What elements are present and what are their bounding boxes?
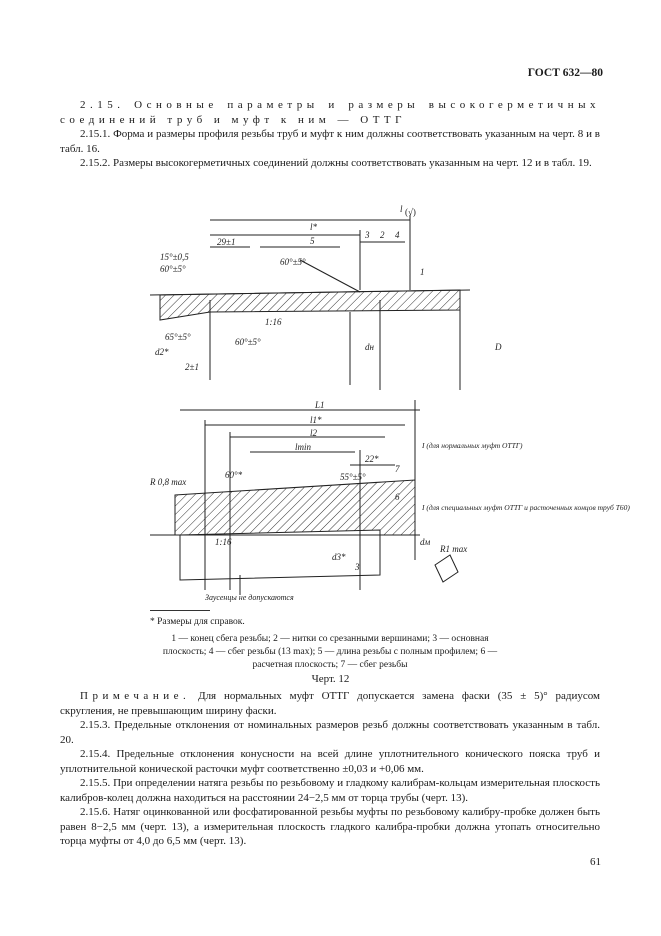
- label-2: 2: [380, 230, 385, 240]
- label-29: 29±1: [217, 237, 236, 247]
- label-5: 5: [310, 236, 315, 246]
- standard-code: ГОСТ 632—80: [527, 67, 603, 79]
- label-lmin: lmin: [295, 442, 312, 452]
- label-taper-bot: 1:16: [215, 537, 232, 547]
- footnote-star: * Размеры для справок.: [150, 610, 210, 629]
- label-angle-15: 15°±0,5: [160, 252, 189, 262]
- legend-text: 1 — конец сбега резьбы; 2 — нитки со срезанными вершинами; 3 — основная плоскость; 4 — сбег резьбы (13 max); 5 — длина резьбы с полным профилем; 6 — расчетная плоскость; 7 — сбег резьбы: [162, 634, 498, 670]
- para-2-15-2: 2.15.2. Размеры высокогерметичных соединений должны соответствовать указанным на черт. 12 и в табл. 19.: [80, 157, 592, 169]
- note-text: Для нормальных муфт ОТТГ допускается замена фаски (35 ± 5)° радиусом скругления, не превышающим ширину фаски.: [60, 690, 601, 717]
- label-3: 3: [365, 230, 370, 240]
- text-block-bottom: [60, 689, 600, 849]
- label-burrs: Заусенцы не допускаются: [205, 593, 294, 602]
- text-block-top: [60, 98, 600, 171]
- figure-caption: Черт. 12: [311, 673, 350, 685]
- label-4: 4: [395, 230, 400, 240]
- technical-drawing: [150, 200, 630, 610]
- label-l1: l1*: [310, 415, 322, 425]
- para-2-15-6: 2.15.6. Натяг оцинкованной или фосфатированной резьбы муфты по резьбовому калибру-пробке должен быть равен 8−2,5 мм (черт. 13), а измерительная плоскость гладкого калибра-пробки должна утопать относительно торца муфты от 4,0 до 6,5 мм (черт. 13).: [60, 806, 600, 847]
- label-3-bot: 3: [355, 562, 360, 572]
- detail-view: [435, 555, 458, 582]
- label-angle-55: 55°±5°: [340, 472, 366, 482]
- label-angle-60: 60°±5°: [280, 257, 306, 267]
- label-angle-60b: 60°±5°: [160, 264, 186, 274]
- para-2-15-3: 2.15.3. Предельные отклонения от номинальных размеров резьб должны соответствовать указанным в табл. 20.: [60, 719, 600, 746]
- drawing-svg: [150, 200, 630, 610]
- label-angle-65: 65°±5°: [165, 332, 191, 342]
- label-L1: L1: [315, 400, 325, 410]
- note-label: Примечание.: [80, 690, 191, 702]
- label-6: 6: [395, 492, 400, 502]
- label-l-star: l*: [310, 222, 318, 232]
- label-r1: R1 max: [440, 544, 468, 554]
- label-d2-star: d2*: [155, 347, 169, 357]
- label-1: 1: [420, 267, 425, 277]
- label-angle-60c: 60°±5°: [235, 337, 261, 347]
- label-dn: dн: [365, 342, 374, 352]
- para-2-15-5: 2.15.5. При определении натяга резьбы по резьбовому и гладкому калибрам-кольцам измерительная плоскость калибров-колец должна находиться на расстоянии 24−2,5 мм от торца трубы (черт. 13).: [60, 777, 600, 804]
- label-l2: l2: [310, 428, 318, 438]
- label-2-1: 2±1: [185, 362, 199, 372]
- footnotes: [150, 610, 510, 672]
- label-D: D: [495, 342, 502, 352]
- para-2-15: 2.15. Основные параметры и размеры высокогерметичных соединений труб и муфт к ним — ОТТГ: [60, 99, 600, 126]
- label-7: 7: [395, 464, 400, 474]
- label-angle-60-bot: 60°*: [225, 470, 243, 480]
- para-2-15-4: 2.15.4. Предельные отклонения конусности на всей длине уплотнительного конического пояска труб и уплотнительной конической расточки муфт соответственно ±0,03 и +0,06 мм.: [60, 748, 600, 775]
- label-taper-top: 1:16: [265, 317, 282, 327]
- roughness-symbol: (√): [405, 207, 416, 217]
- label-note-special: I (для специальных муфт ОТТГ и расточенных концов труб Т60): [422, 503, 630, 512]
- coupling-section-bottom: [175, 480, 415, 535]
- label-note-normal: I (для нормальных муфт ОТТГ): [422, 441, 523, 450]
- para-2-15-1: 2.15.1. Форма и размеры профиля резьбы труб и муфт к ним должны соответствовать указанным на черт. 8 и в табл. 16.: [60, 128, 600, 155]
- note-paragraph: [60, 689, 600, 718]
- label-l: l: [400, 204, 403, 214]
- page-number: 61: [590, 856, 601, 868]
- label-dm: dм: [420, 537, 431, 547]
- label-22: 22*: [365, 454, 379, 464]
- label-d3-star: d3*: [332, 552, 346, 562]
- label-r08: R 0,8 max: [150, 477, 187, 487]
